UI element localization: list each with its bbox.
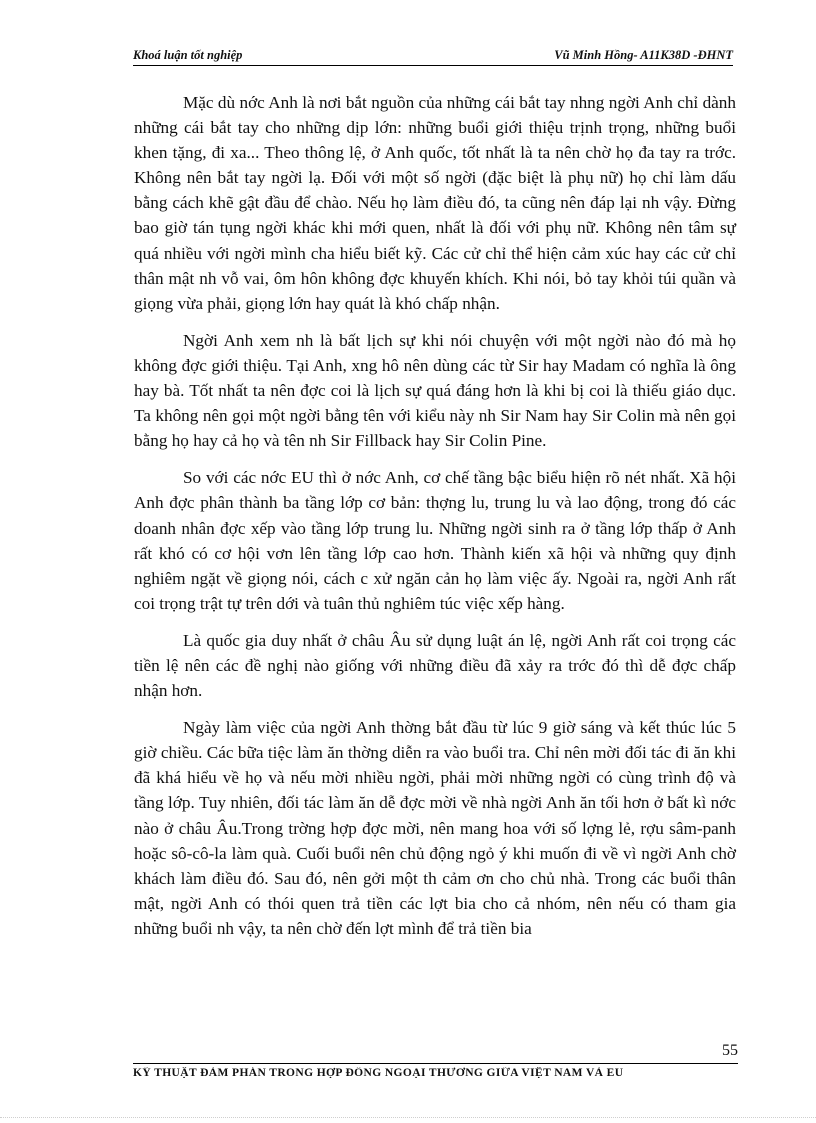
paragraph-handshake: Mặc dù nớc Anh là nơi bắt nguồn của những cái bắt tay nhng ngời Anh chỉ dành những cái bắt tay cho những dịp lớn: những buổi giới thiệu trịnh trọng, những buổi khen tặng, đi xa... Theo thông lệ, ở Anh quốc, tốt nhất là ta nên chờ họ đa tay ra trớc. Không nên bắt tay ngời lạ. Đối với một số ngời (đặc biệt là phụ nữ) họ chỉ làm dấu bằng cách khẽ gật đầu để chào. Nếu họ làm điều đó, ta cũng nên đáp lại nh vậy. Đừng bao giờ tán tụng ngời khác khi mới quen, nhất là đối với phụ nữ. Không nên tâm sự quá nhiều với ngời mình cha hiểu biết kỹ. Các cử chỉ thể hiện cảm xúc hay các cử chỉ thân mật nh vỗ vai, ôm hôn không đợc khuyến khích. Khi nói, bỏ tay khỏi túi quần và giọng vừa phải, giọng lớn hay quát là khó chấp nhận. xyxy=(134,93,736,313)
paragraph-social-class: So với các nớc EU thì ở nớc Anh, cơ chế tầng bậc biểu hiện rõ nét nhất. Xã hội Anh đợc phân thành ba tầng lớp cơ bản: thợng lu, trung lu và lao động, trong đó các doanh nhân đợc xếp vào tầng lớp trung lu. Những ngời sinh ra ở tầng lớp thấp ở Anh rất khó có cơ hội vơn lên tầng lớp cao hơn. Thành kiến xã hội và những quy định nghiêm ngặt về giọng nói, cách c xử ngăn cản họ làm việc ấy. Ngoài ra, ngời Anh rất coi trọng trật tự trên dới và tuân thủ nghiêm túc việc xếp hàng. xyxy=(134,468,736,613)
paragraph-precedent: Là quốc gia duy nhất ở châu Âu sử dụng luật án lệ, ngời Anh rất coi trọng các tiền lệ nên các đề nghị nào giống với những điều đã xảy ra trớc đó thì dễ đợc chấp nhận hơn. xyxy=(134,630,736,701)
page-number: 55 xyxy=(722,1042,738,1059)
page-footer xyxy=(133,1040,738,1080)
paragraph-addressing: Ngời Anh xem nh là bất lịch sự khi nói chuyện với một ngời nào đó mà họ không đợc giới thiệu. Tại Anh, xng hô nên dùng các từ Sir hay Madam có nghĩa là ông hay bà. Tốt nhất ta nên đợc coi là lịch sự quá đáng hơn là khi bị coi là thiếu giáo dục. Ta không nên gọi một ngời bằng tên với kiểu này nh Sir Nam hay Sir Colin mà nên gọi bằng họ hay cả họ và tên nh Sir Fillback hay Sir Colin Pine. xyxy=(134,330,736,451)
footer-title: KỸ THUẬT ĐÀM PHÁN TRONG HỢP ĐỒNG NGOẠI THƯƠNG GIỮA VIỆT NAM VÀ EU xyxy=(133,1067,624,1078)
paragraph-working-day: Ngày làm việc của ngời Anh thờng bắt đầu từ lúc 9 giờ sáng và kết thúc lúc 5 giờ chiều. Các bữa tiệc làm ăn thờng diễn ra vào buổi tra. Chỉ nên mời đối tác đi ăn khi đã khá hiểu về họ và nếu mời nhiều ngời, phải mời những ngời có cùng trình độ và tầng lớp. Tuy nhiên, đối tác làm ăn dễ đợc mời về nhà ngời Anh ăn tối hơn ở bất kì nớc nào ở châu Âu.Trong trờng hợp đợc mời, nên mang hoa với số lợng lẻ, rợu sâm-panh hoặc sô-cô-la làm quà. Cuối buổi nên chủ động ngỏ ý khi muốn đi về vì ngời Anh chờ khách làm điều đó. Sau đó, nên gởi một th cảm ơn cho chủ nhà. Trong các buổi thân mật, ngời Anh có thói quen trả tiền các lợt bia cho cả nhóm, nên nếu có tham gia những buổi nh vậy, ta nên chờ đến lợt mình để trả tiền bia xyxy=(134,718,736,938)
page-bottom-dotted-line xyxy=(0,1117,816,1118)
header-rule xyxy=(133,65,733,66)
page-header xyxy=(133,44,733,66)
header-thesis-label: Khoá luận tốt nghiệp xyxy=(133,48,243,62)
body-text xyxy=(134,90,736,953)
header-author: Vũ Minh Hồng- A11K38D -ĐHNT xyxy=(554,48,733,62)
footer-rule xyxy=(133,1063,738,1064)
